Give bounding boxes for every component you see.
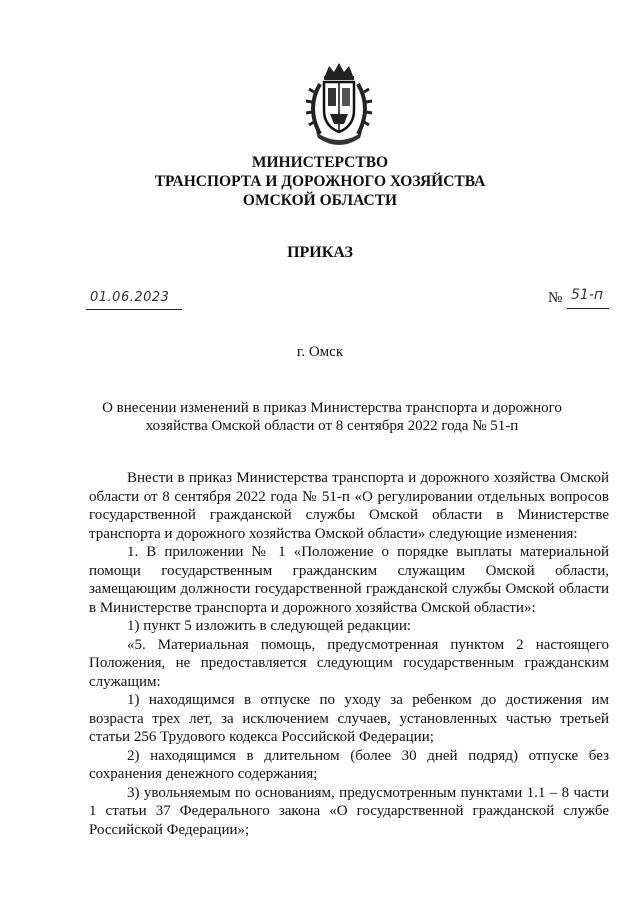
order-date: 01.06.2023 (90, 290, 170, 305)
order-subject-line-1: О внесении изменений в приказ Министерства транспорта и дорожного (102, 400, 562, 416)
document-type-title: ПРИКАЗ (287, 244, 353, 261)
date-underline (86, 309, 182, 310)
body-paragraph: Внести в приказ Министерства транспорта и дорожного хозяйства Омской области от 8 сентября 2022 года № 51-п «О регулировании отдельных вопросов государственной гражданской службы Омской области в Министерстве транспорта и дорожного хозяйства Омской области» следующие изменения: (89, 470, 609, 542)
order-subject-line-2: хозяйства Омской области от 8 сентября 2022 года № 51-п (145, 418, 519, 434)
body-paragraph: «5. Материальная помощь, предусмотренная пунктом 2 настоящего Положения, не предоставляется следующим государственным гражданским служащим: (89, 636, 609, 690)
body-paragraph: 1. В приложении № 1 «Положение о порядке выплаты материальной помощи государственным гражданским служащим Омской области, замещающим должности государственной гражданской службы Омской области в Министерстве транспорта и дорожного хозяйства Омской области»: (89, 544, 609, 616)
city-name: г. Омск (296, 344, 344, 360)
order-number: 51-п (571, 287, 604, 303)
order-body (89, 469, 609, 839)
order-subject (100, 399, 564, 435)
coat-of-arms-icon (300, 58, 378, 150)
body-paragraph: 3) увольняемым по основаниям, предусмотренным пунктами 1.1 – 8 части 1 статьи 37 Федерального закона «О государственной гражданской службе Российской Федерации»; (89, 784, 609, 838)
order-number-label: № (548, 290, 563, 306)
ministry-name-line-2: ТРАНСПОРТА И ДОРОЖНОГО ХОЗЯЙСТВА (154, 173, 486, 190)
body-paragraph: 1) находящимся в отпуске по уходу за ребенком до достижения им возраста трех лет, за исключением случаев, установленных частью третьей статьи 256 Трудового кодекса Российской Федерации; (89, 692, 609, 745)
number-underline (567, 308, 609, 309)
body-paragraph: 2) находящимся в длительном (более 30 дней подряд) отпуске без сохранения денежного содержания; (89, 747, 609, 782)
body-paragraph: 1) пункт 5 изложить в следующей редакции: (127, 618, 412, 634)
ministry-name-line-3: ОМСКОЙ ОБЛАСТИ (242, 192, 398, 209)
ministry-name-line-1: МИНИСТЕРСТВО (251, 154, 389, 171)
